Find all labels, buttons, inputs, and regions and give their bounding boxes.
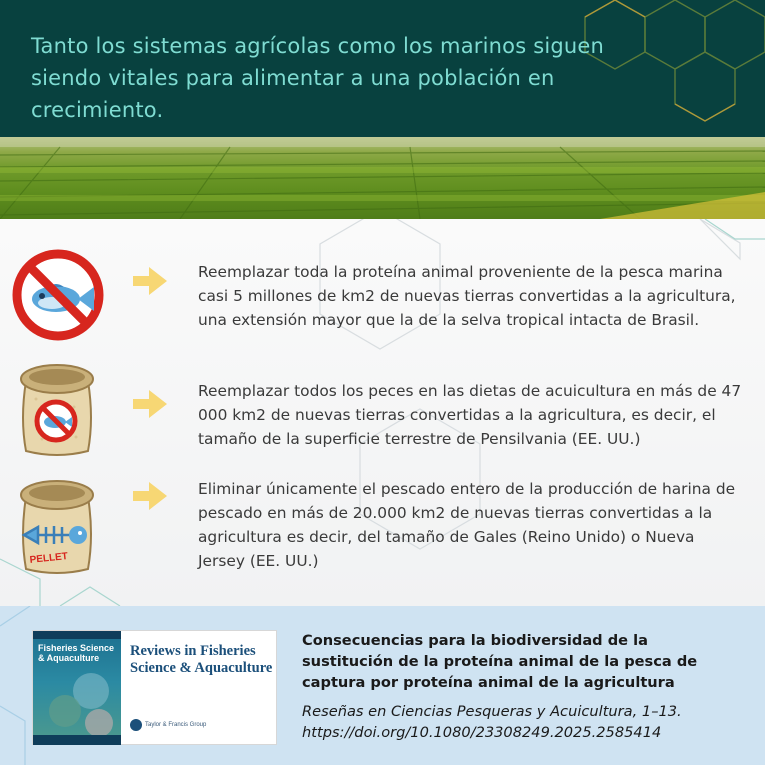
pellet-label: PELLET: [29, 551, 69, 566]
no-fish-icon: [10, 247, 106, 343]
fish-pellet-sack-icon: [14, 475, 100, 577]
fact-text: Eliminar únicamente el pescado entero de la producción de harina de pescado en más de 20.000 km2 de nuevas tierras convertidas a la agricultura es decir, del tamaño de Gales (Reino Unido) o Nueva Jersey (EE. UU.): [198, 480, 736, 570]
reference-section: [0, 606, 765, 765]
journal-cover-card[interactable]: [32, 630, 277, 745]
arrow-right-icon: [133, 267, 167, 295]
article-citation[interactable]: Reseñas en Ciencias Pesqueras y Acuicultura, 1–13. https://doi.org/10.1080/23308249.2025.2585414: [302, 703, 682, 741]
fact-text: Reemplazar todos los peces en las dietas de acuicultura en más de 47 000 km2 de nuevas tierras convertidas a la agricultura, es decir, el tamaño de la superficie terrestre de Pensilvania (EE. UU.): [198, 382, 742, 448]
publisher-name: Taylor & Francis Group: [145, 722, 207, 728]
crop-field-photo: [0, 137, 765, 219]
header-banner: [0, 0, 765, 137]
facts-section: [0, 219, 765, 606]
feed-sack-no-fish-icon: [14, 359, 100, 459]
journal-name: Reviews in Fisheries Science & Aquaculture: [130, 643, 273, 676]
cover-title: Fisheries Science & Aquaculture: [38, 643, 115, 663]
journal-cover-image: [33, 631, 121, 745]
article-title: Consecuencias para la biodiversidad de la sustitución de la proteína animal de la pesca de captura por proteína animal de la agricultura: [302, 632, 698, 691]
fact-text: Reemplazar toda la proteína animal proveniente de la pesca marina casi 5 millones de km2 de nuevas tierras convertidas a la agricultura, una extensión mayor que la de la selva tropical intacta de Brasil.: [198, 263, 736, 329]
arrow-right-icon: [133, 482, 167, 510]
publisher-logo-icon: [130, 719, 142, 731]
headline: Tanto los sistemas agrícolas como los marinos siguen siendo vitales para alimentar a una población en crecimiento.: [31, 34, 605, 122]
arrow-right-icon: [133, 390, 167, 418]
